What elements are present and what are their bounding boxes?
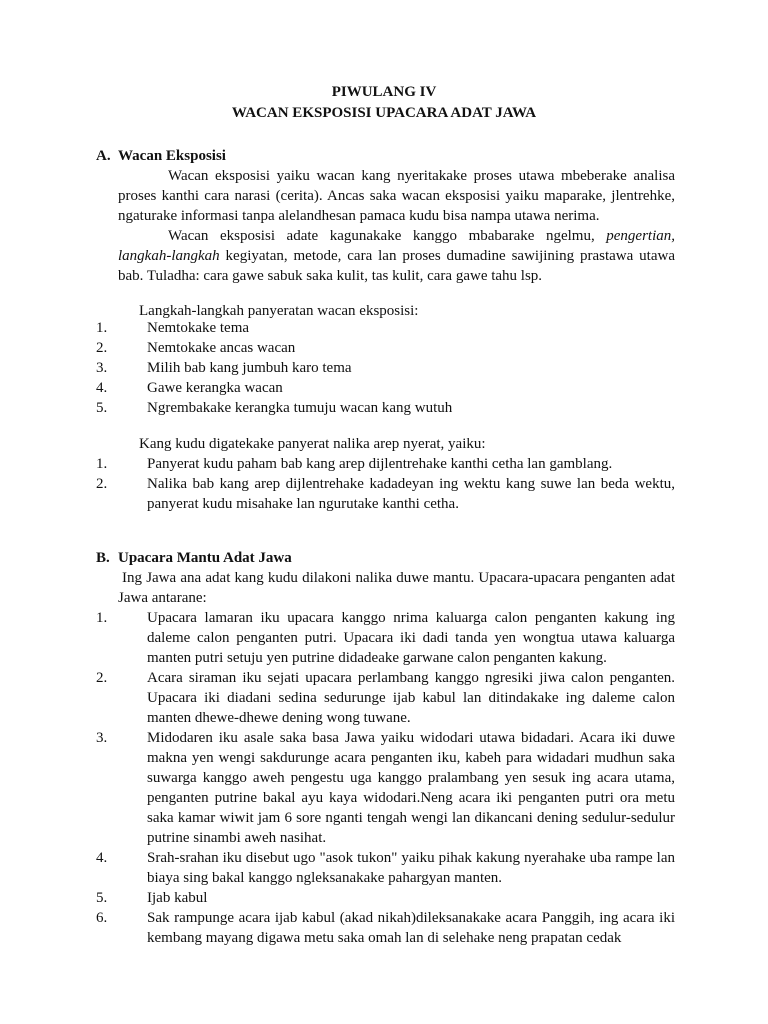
- steps-intro: Langkah-langkah panyeratan wacan eksposisi:: [139, 303, 419, 319]
- steps-list: [96, 318, 675, 418]
- section-a-body: [118, 166, 675, 286]
- paragraph-usage: [118, 226, 675, 286]
- list-item: 2. Nemtokake ancas wacan: [96, 340, 296, 356]
- para2-italic: pengertian, langkah-langkah: [118, 228, 675, 264]
- steps-list-container: [96, 318, 675, 418]
- section-b-letter: B.: [96, 550, 110, 566]
- ceremony-list: [96, 608, 675, 948]
- paragraph-definition: Wacan eksposisi yaiku wacan kang nyeritakake proses utawa mbeberake analisa proses kanthi cara narasi (cerita). Ancas saka wacan eksposisi yaiku maparake, jlentrehke, ngaturake informasi tanpa alelandhesan pamaca kudu bisa nampa utawa nerima.: [118, 168, 675, 224]
- list-item: 2. Acara siraman iku sejati upacara perlambang kanggo ngresiki jiwa calon penganten. Upacara iki diadani sedina sedurunge ijab kabul lan ditindakake ing daleme calon manten dhewe-dhewe dening wong tuwane.: [96, 670, 675, 726]
- list-item: 4. Gawe kerangka wacan: [96, 380, 283, 396]
- section-b-intro: Ing Jawa ana adat kang kudu dilakoni nalika duwe mantu. Upacara-upacara penganten adat Jawa antarane:: [118, 570, 675, 606]
- section-b-title: Upacara Mantu Adat Jawa: [118, 550, 292, 566]
- list-item: 4. Srah-srahan iku disebut ugo "asok tukon" yaiku pihak kakung nyerahake uba rampe lan biaya sing bakal kanggo ngleksanakake pahargyan manten.: [96, 850, 675, 886]
- list-item: 1. Upacara lamaran iku upacara kanggo nrima kaluarga calon penganten kakung ing daleme calon penganten putri. Upacara iki dadi tanda yen wongtua utawa kaluarga manten putri setuju yen putrine didadeake garwane calon penganten kakung.: [96, 610, 675, 666]
- list-item: 5. Ijab kabul: [96, 890, 208, 906]
- para2-start: Wacan eksposisi adate kagunakake kanggo mbabarake ngelmu,: [168, 228, 607, 244]
- notes-list: [96, 454, 675, 514]
- document-subtitle: WACAN EKSPOSISI UPACARA ADAT JAWA: [231, 105, 537, 121]
- list-item: 1. Nemtokake tema: [96, 320, 250, 336]
- list-item: 2. Nalika bab kang arep dijlentrehake kadadeyan ing wektu kang suwe lan beda wektu, panyerat kudu misahake lan ngurutake kanthi cetha.: [96, 476, 675, 512]
- notes-intro: Kang kudu digatekake panyerat nalika arep nyerat, yaiku:: [139, 436, 486, 452]
- document-title: PIWULANG IV: [331, 84, 437, 100]
- list-item: 6. Sak rampunge acara ijab kabul (akad nikah)dileksanakake acara Panggih, ing acara iki kembang mayang digawa metu saka omah lan di selehake neng prapatan cedak: [96, 910, 675, 946]
- list-item: 1. Panyerat kudu paham bab kang arep dijlentrehake kanthi cetha lan gamblang.: [96, 456, 613, 472]
- notes-list-container: [96, 454, 675, 514]
- section-b-body: [96, 568, 675, 948]
- section-a-letter: A.: [96, 148, 111, 164]
- section-a-title: Wacan Eksposisi: [118, 148, 226, 164]
- list-item: 3. Midodaren iku asale saka basa Jawa yaiku widodari utawa bidadari. Acara iki duwe makna yen wengi sakdurunge acara penganten iku, kabeh para widadari mudhun saka suwarga kanggo aweh pengestu uga kanggo pralambang yen sesuk ing acara utama, penganten putrine bakal ayu kaya widodari.Neng acara iki penganten putri ora metu saka kamar wiwit jam 6 sore nganti tengah wengi lan dikancani dening sedulur-sedulur putrine sinambi aweh nasihat.: [96, 730, 675, 846]
- list-item: 5. Ngrembakake kerangka tumuju wacan kang wutuh: [96, 400, 453, 416]
- para2-end: kegiyatan, metode, cara lan proses dumadine sawijining prastawa utawa bab. Tuladha: cara gawe sabuk saka kulit, tas kulit, cara gawe tahu lsp.: [118, 248, 675, 284]
- section-a-heading: [96, 148, 226, 165]
- list-item: 3. Milih bab kang jumbuh karo tema: [96, 360, 352, 376]
- section-b-heading: [96, 550, 292, 567]
